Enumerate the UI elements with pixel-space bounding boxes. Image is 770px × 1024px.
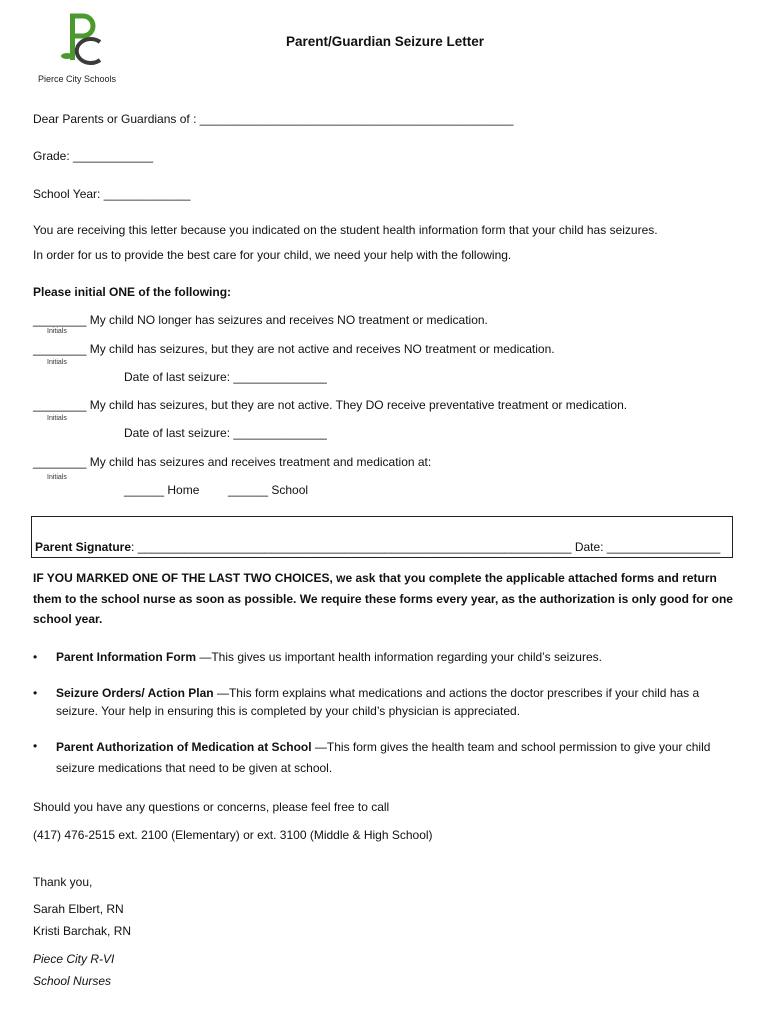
grade-field: Grade: ____________ [33, 149, 154, 163]
signature-box [31, 516, 733, 558]
bullet-item-3 [56, 737, 736, 779]
intro-line-2: In order for us to provide the best care for your child, we need your help with the following. [33, 248, 512, 262]
bullet-text: —This gives us important health information regarding your child’s seizures. [196, 650, 602, 664]
option-2: ________ My child has seizures, but they are not active and receives NO treatment or medication. [33, 342, 555, 356]
signature-line [35, 540, 720, 554]
bullet-title: Seizure Orders/ Action Plan [56, 686, 214, 700]
contact-line-2: (417) 476-2515 ext. 2100 (Elementary) or ext. 3100 (Middle & High School) [33, 828, 433, 842]
nurse-2: Kristi Barchak, RN [33, 924, 132, 938]
date-last-seizure-3: Date of last seizure: ______________ [124, 426, 327, 440]
signature-fields: : _________________________________________________________________ Date: _________________ [131, 540, 721, 554]
closing-thanks: Thank you, [33, 875, 93, 889]
org-line-2: School Nurses [33, 974, 112, 988]
option-4: ________ My child has seizures and receives treatment and medication at: [33, 455, 432, 469]
signature-label: Parent Signature [35, 540, 132, 554]
date-last-seizure-2: Date of last seizure: ______________ [124, 370, 327, 384]
org-line-1: Piece City R-VI [33, 952, 115, 966]
bullet-title: Parent Authorization of Medication at School [56, 740, 312, 754]
home-option: ______ Home [124, 483, 200, 497]
dear-field: Dear Parents or Guardians of : _______________________________________________ [33, 112, 514, 126]
bullet-dot: • [33, 686, 38, 700]
intro-line-1: You are receiving this letter because you indicated on the student health information form that your child has seizures. [33, 223, 658, 237]
nurse-1: Sarah Elbert, RN [33, 902, 124, 916]
school-option: ______ School [228, 483, 309, 497]
bullet-item-1 [56, 648, 736, 666]
contact-line-1: Should you have any questions or concerns, please feel free to call [33, 800, 390, 814]
bullet-dot: • [33, 739, 38, 753]
page-title: Parent/Guardian Seizure Letter [285, 34, 485, 49]
school-year-field: School Year: _____________ [33, 187, 191, 201]
choices-heading: Please initial ONE of the following: [33, 285, 232, 299]
option-3: ________ My child has seizures, but they are not active. They DO receive preventative treatment or medication. [33, 398, 628, 412]
initials-label: Initials [47, 415, 67, 422]
bullet-title: Parent Information Form [56, 650, 197, 664]
notice-paragraph: IF YOU MARKED ONE OF THE LAST TWO CHOICES, we ask that you complete the applicable attached forms and return them to the school nurse as soon as possible. We require these forms every year, as the authorization is only good for one school year. [33, 571, 733, 626]
initials-label: Initials [47, 359, 67, 366]
bullet-item-2 [56, 684, 736, 720]
bullet-text: —This form explains what medications and actions the doctor prescribes if your child has a seizure. Your help in ensuring this is completed by your child’s physician is appreciated. [56, 686, 700, 718]
bullet-dot: • [33, 650, 38, 664]
option-1: ________ My child NO longer has seizures and receives NO treatment or medication. [33, 313, 488, 327]
bullet-text: —This form gives the health team and school permission to give your child seizure medications that need to be given at school. [56, 740, 711, 775]
initials-label: Initials [47, 328, 67, 335]
school-name: Pierce City Schools [38, 74, 117, 84]
initials-label: Initials [47, 474, 67, 481]
